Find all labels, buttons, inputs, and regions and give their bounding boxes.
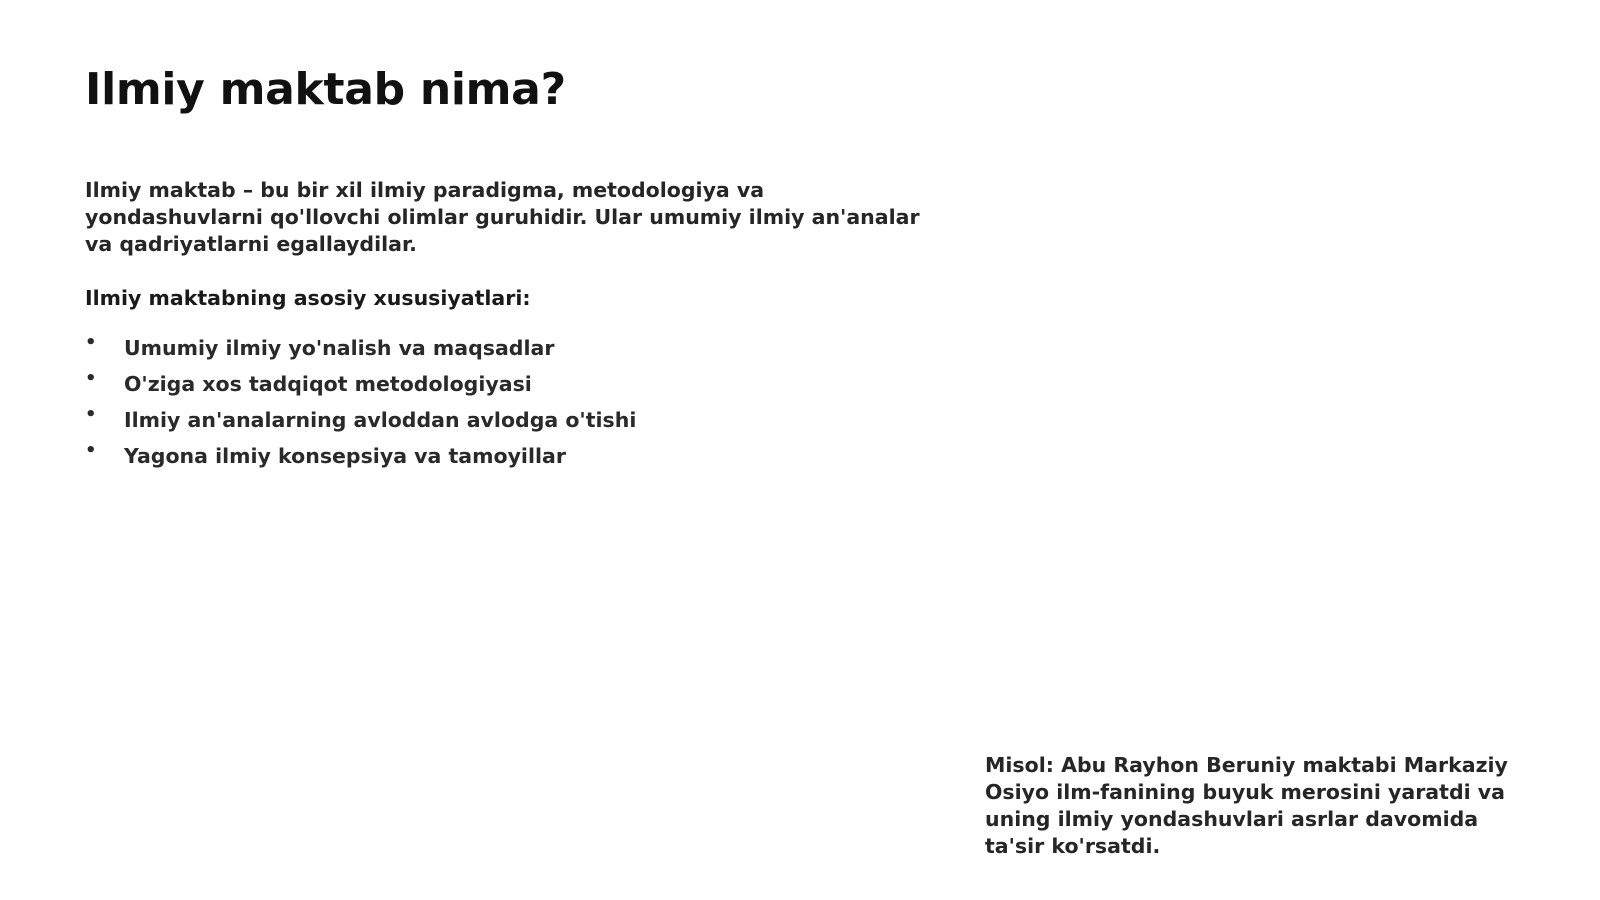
feature-label: Umumiy ilmiy yo'nalish va maqsadlar — [124, 336, 555, 360]
features-heading: Ilmiy maktabning asosiy xususiyatlari: — [85, 286, 531, 310]
bullet-icon: • — [85, 368, 97, 389]
example-note: Misol: Abu Rayhon Beruniy maktabi Markaziy Osiyo ilm-fanining buyuk merosini yaratdi va uning ilmiy yondashuvlari asrlar davomida ta'sir ko'rsatdi. — [985, 753, 1508, 858]
list-item — [85, 368, 885, 407]
bullet-icon: • — [85, 332, 97, 353]
bullet-icon: • — [85, 404, 97, 425]
feature-label: Ilmiy an'analarning avloddan avlodga o'tishi — [124, 408, 637, 432]
list-item — [85, 332, 885, 371]
feature-label: O'ziga xos tadqiqot metodologiyasi — [124, 372, 532, 396]
feature-label: Yagona ilmiy konsepsiya va tamoyillar — [124, 444, 566, 468]
features-list — [85, 332, 885, 479]
list-item — [85, 404, 885, 443]
bullet-icon: • — [85, 440, 97, 461]
intro-paragraph: Ilmiy maktab – bu bir xil ilmiy paradigma, metodologiya va yondashuvlarni qo'llovchi olimlar guruhidir. Ular umumiy ilmiy an'analar va qadriyatlarni egallaydilar. — [85, 178, 920, 256]
slide-title: Ilmiy maktab nima? — [85, 64, 566, 115]
list-item — [85, 440, 885, 479]
